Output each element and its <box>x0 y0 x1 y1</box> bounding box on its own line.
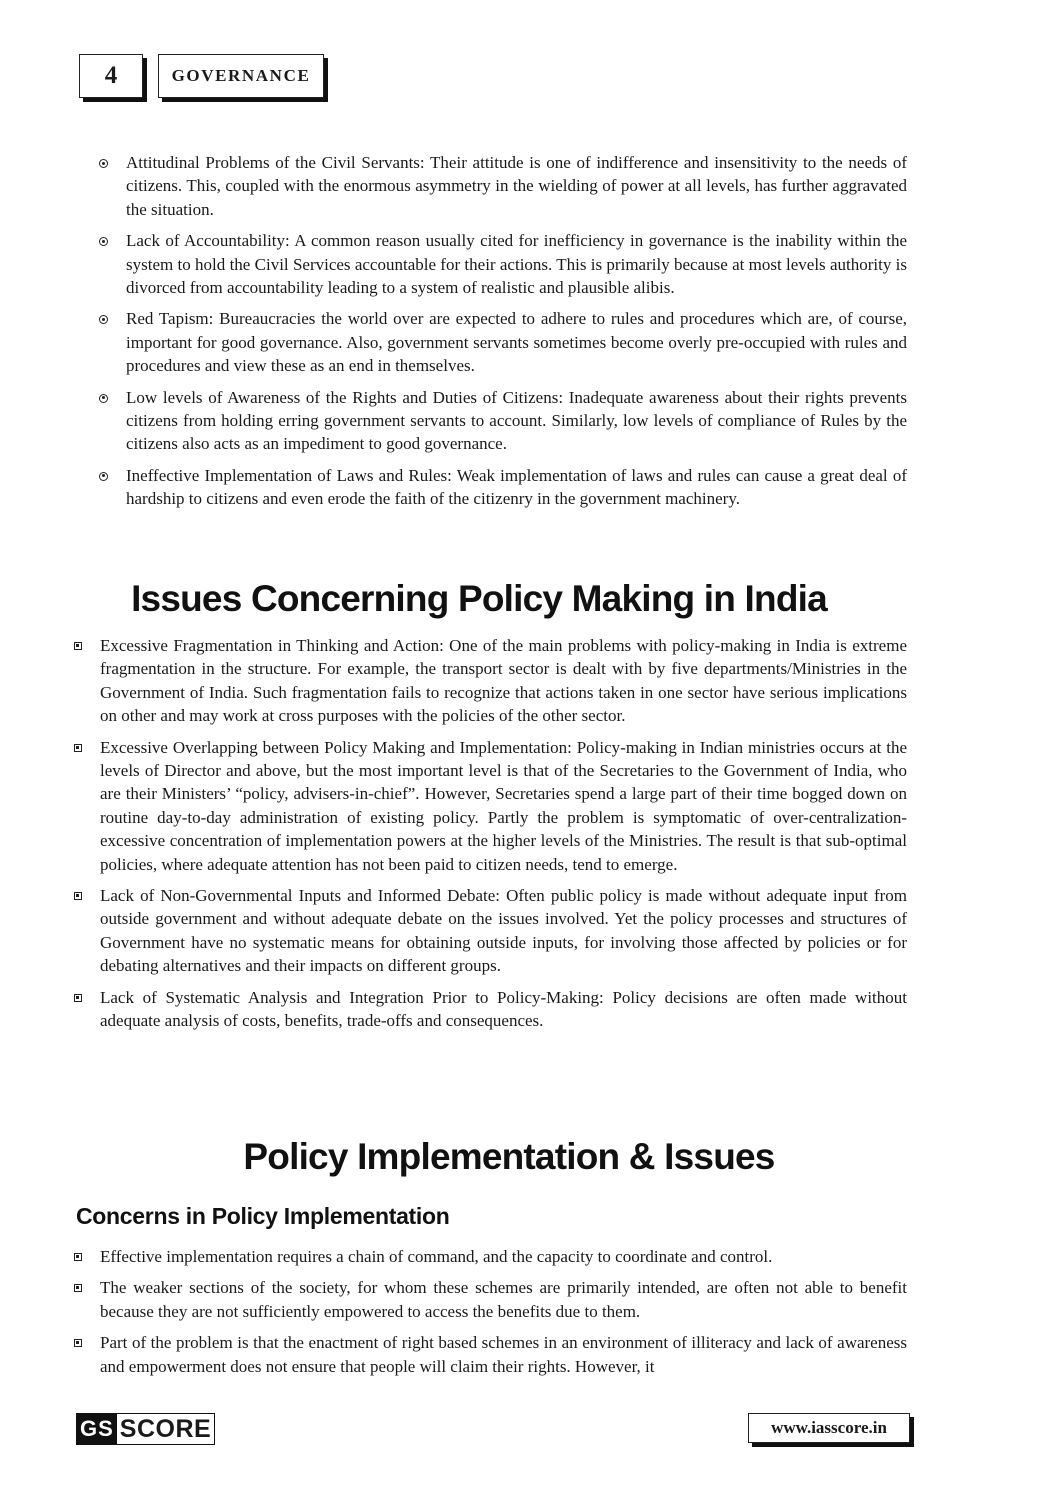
square-bullet-icon <box>74 642 82 650</box>
list-item <box>100 736 907 876</box>
list-item-text: Low levels of Awareness of the Rights and Duties of Citizens: Inadequate awareness about their rights prevents citizens from holding erring government servants to account. Similarly, low levels of compliance of Rules by the citizens also acts as an impediment to good governance. <box>126 387 907 454</box>
list-item <box>100 884 907 978</box>
section-title-policy-making: Issues Concerning Policy Making in India <box>131 578 827 619</box>
implementation-bullet-list <box>0 1245 1058 1386</box>
list-item-text: The weaker sections of the society, for whom these schemes are primarily intended, are often not able to benefit because they are not sufficiently empowered to access the benefits due to them. <box>100 1278 907 1321</box>
list-item <box>100 1245 907 1268</box>
subsection-title: Concerns in Policy Implementation <box>76 1203 450 1229</box>
list-item <box>126 229 907 299</box>
square-bullet-icon <box>74 744 82 752</box>
website-box <box>748 1413 910 1443</box>
intro-bullet-list <box>0 151 1058 519</box>
section-header-box <box>158 54 324 98</box>
policy-making-bullet-list <box>0 634 1058 1041</box>
square-bullet-icon <box>74 892 82 900</box>
circle-bullet-icon <box>99 472 108 481</box>
list-item <box>100 634 907 728</box>
circle-bullet-icon <box>99 394 108 403</box>
list-item-text: Lack of Accountability: A common reason usually cited for inefficiency in governance is the inability within the system to hold the Civil Services accountable for their actions. This is primarily because at most levels authority is divorced from accountability leading to a system of realistic and plausible alibis. <box>126 231 907 298</box>
square-bullet-icon <box>74 994 82 1002</box>
section-title-policy-implementation: Policy Implementation & Issues <box>243 1136 775 1177</box>
list-item-text: Ineffective Implementation of Laws and Rules: Weak implementation of laws and rules can cause a great deal of hardship to citizens and even erode the faith of the citizenry in the government machinery. <box>126 465 907 509</box>
list-item <box>100 986 907 1033</box>
list-item-text: Lack of Systematic Analysis and Integration Prior to Policy-Making: Policy decisions are often made without adequate analysis of costs, benefits, trade-offs and consequences. <box>100 987 907 1031</box>
page-number-box <box>79 54 143 98</box>
list-item-text: Effective implementation requires a chain of command, and the capacity to coordinate and control. <box>100 1247 773 1266</box>
page-number: 4 <box>104 62 118 89</box>
square-bullet-icon <box>74 1253 82 1261</box>
list-item <box>126 151 907 221</box>
list-item-text: Part of the problem is that the enactment of right based schemes in an environment of illiteracy and lack of awareness and empowerment does not ensure that people will claim their rights. However, it <box>100 1333 907 1376</box>
list-item-text: Red Tapism: Bureaucracies the world over are expected to adhere to rules and procedures which are, of course, important for good governance. Also, government servants sometimes become overly pre-occupied with rules and procedures and view these as an end in themselves. <box>126 309 907 376</box>
list-item-text: Lack of Non-Governmental Inputs and Informed Debate: Often public policy is made without adequate input from outside government and without adequate debate on the issues involved. Yet the policy processes and structures of Government have no systematic means for obtaining outside inputs, for involving those affected by policies or for debating alternatives and their impacts on different groups. <box>100 886 907 976</box>
square-bullet-icon <box>74 1339 82 1347</box>
logo-score: SCORE <box>119 1414 212 1443</box>
list-item-text: Excessive Fragmentation in Thinking and Action: One of the main problems with policy-making in India is extreme fragmentation in the structure. For example, the transport sector is dealt with by five departments/Ministries in the Government of India. Such fragmentation fails to recognize that actions taken in one sector have serious implications on other and may work at cross purposes with the policies of the other sector. <box>100 636 907 726</box>
list-item-text: Excessive Overlapping between Policy Making and Implementation: Policy-making in Indian ministries occurs at the levels of Director and above, but the most important level is that of the Secretaries to the Government of India, who are their Ministers’ “policy, advisers-in-chief”. However, Secretaries spend a large part of their time bogged down on routine day-to-day administration of existing policy. Partly the problem is symptomatic of over-centralization-excessive concentration of implementation powers at the higher levels of the Ministries. The result is that sub-optimal policies, where adequate attention has not been paid to citizen needs, tend to emerge. <box>100 737 907 874</box>
circle-bullet-icon <box>99 159 108 168</box>
circle-bullet-icon <box>99 237 108 246</box>
list-item <box>126 464 907 511</box>
list-item <box>100 1331 907 1378</box>
square-bullet-icon <box>74 1284 82 1292</box>
list-item-text: Attitudinal Problems of the Civil Servants: Their attitude is one of indifference and insensitivity to the needs of citizens. This, coupled with the enormous asymmetry in the wielding of power at all levels, has further aggravated the situation. <box>126 153 907 219</box>
list-item <box>126 386 907 456</box>
gs-score-logo <box>76 1413 215 1445</box>
website-url: www.iasscore.in <box>771 1418 887 1437</box>
list-item <box>126 307 907 377</box>
section-header: GOVERNANCE <box>171 66 311 85</box>
logo-gs: GS <box>77 1414 117 1444</box>
list-item <box>100 1276 907 1323</box>
circle-bullet-icon <box>99 315 108 324</box>
